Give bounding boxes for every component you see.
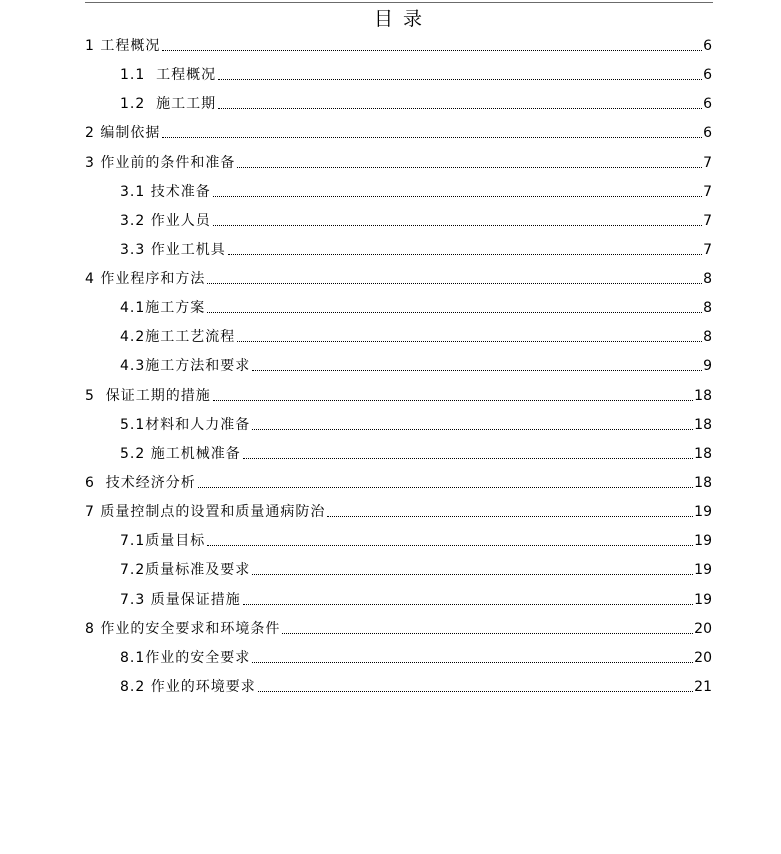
header-rule: [85, 2, 713, 3]
toc-entry-page: 18: [694, 388, 712, 404]
toc-entry-page: 19: [694, 562, 712, 578]
toc-entry[interactable]: [85, 120, 712, 142]
toc-entry[interactable]: [120, 587, 712, 609]
toc-leader: [162, 137, 702, 138]
toc-entry-title: 4.1施工方案: [120, 300, 206, 316]
toc-leader: [258, 691, 693, 692]
toc-entry[interactable]: [85, 150, 712, 172]
toc-entry[interactable]: [120, 528, 712, 550]
toc-leader: [252, 662, 693, 663]
toc-leader: [207, 312, 702, 313]
toc-entry-title: 7 质量控制点的设置和质量通病防治: [85, 504, 326, 520]
toc-entry-page: 6: [703, 96, 712, 112]
toc-entry-page: 7: [703, 184, 712, 200]
toc-entry-page: 18: [694, 475, 712, 491]
toc-entry-title: 6 技术经济分析: [85, 475, 196, 491]
toc-leader: [198, 487, 693, 488]
toc-entry-title: 7.3 质量保证措施: [120, 592, 241, 608]
toc-leader: [213, 225, 702, 226]
toc-leader: [282, 633, 693, 634]
toc-entry[interactable]: [85, 470, 712, 492]
toc-entry-title: 2 编制依据: [85, 125, 161, 141]
toc-entry-title: 5 保证工期的措施: [85, 388, 211, 404]
toc-leader: [207, 545, 693, 546]
toc-entry-title: 8.1作业的安全要求: [120, 650, 251, 666]
toc-entry-page: 8: [703, 271, 712, 287]
toc-entry-page: 7: [703, 155, 712, 171]
toc-entry-page: 6: [703, 125, 712, 141]
toc-entry-page: 8: [703, 329, 712, 345]
toc-entry-page: 19: [694, 504, 712, 520]
toc-entry-title: 3.1 技术准备: [120, 184, 211, 200]
toc-leader: [237, 341, 702, 342]
toc-entry-title: 3 作业前的条件和准备: [85, 155, 236, 171]
toc-leader: [252, 574, 693, 575]
toc-entry[interactable]: [120, 645, 712, 667]
toc-entry-title: 7.2质量标准及要求: [120, 562, 251, 578]
toc-entry-title: 3.3 作业工机具: [120, 242, 226, 258]
toc-entry-title: 5.2 施工机械准备: [120, 446, 241, 462]
toc-entry-title: 3.2 作业人员: [120, 213, 211, 229]
toc-entry[interactable]: [120, 324, 712, 346]
toc-entry-page: 7: [703, 242, 712, 258]
toc-entry[interactable]: [120, 441, 712, 463]
toc-leader: [327, 516, 693, 517]
toc-leader: [218, 108, 702, 109]
toc-leader: [228, 254, 702, 255]
toc-entry[interactable]: [120, 237, 712, 259]
toc-leader: [237, 167, 702, 168]
toc-leader: [213, 400, 693, 401]
toc-leader: [213, 196, 702, 197]
toc-entry-title: 4 作业程序和方法: [85, 271, 206, 287]
toc-entry-page: 20: [694, 650, 712, 666]
toc-entry[interactable]: [120, 674, 712, 696]
toc-entry[interactable]: [120, 91, 712, 113]
toc-entry[interactable]: [120, 412, 712, 434]
toc-entry[interactable]: [120, 179, 712, 201]
toc-entry-page: 19: [694, 592, 712, 608]
toc-leader: [252, 370, 702, 371]
toc-entry[interactable]: [85, 383, 712, 405]
toc-entry-page: 6: [703, 67, 712, 83]
toc-entry-page: 6: [703, 38, 712, 54]
toc-entry-title: 8 作业的安全要求和环境条件: [85, 621, 281, 637]
toc-leader: [252, 429, 693, 430]
toc-entry[interactable]: [85, 499, 712, 521]
toc-entry-page: 18: [694, 446, 712, 462]
toc-leader: [218, 79, 702, 80]
toc-entry-page: 20: [694, 621, 712, 637]
toc-entry-page: 9: [703, 358, 712, 374]
toc-entry[interactable]: [85, 616, 712, 638]
toc-leader: [243, 604, 693, 605]
toc-entry[interactable]: [120, 295, 712, 317]
toc-entry-title: 8.2 作业的环境要求: [120, 679, 256, 695]
toc-entry-page: 18: [694, 417, 712, 433]
toc-leader: [207, 283, 702, 284]
toc-entry[interactable]: [120, 353, 712, 375]
toc-entry-page: 21: [694, 679, 712, 695]
toc-entry-page: 19: [694, 533, 712, 549]
toc-entry[interactable]: [120, 557, 712, 579]
toc-entry-title: 1 工程概况: [85, 38, 161, 54]
toc-entry-title: 5.1材料和人力准备: [120, 417, 251, 433]
toc-entry-title: 4.3施工方法和要求: [120, 358, 251, 374]
toc-entry-page: 7: [703, 213, 712, 229]
toc-entry[interactable]: [120, 208, 712, 230]
toc-entry[interactable]: [85, 33, 712, 55]
toc-entry[interactable]: [120, 62, 712, 84]
toc-entry[interactable]: [85, 266, 712, 288]
toc-entry-title: 7.1质量目标: [120, 533, 206, 549]
toc-entry-title: 1.2 施工工期: [120, 96, 217, 112]
toc-entry-title: 4.2施工工艺流程: [120, 329, 236, 345]
toc-entry-title: 1.1 工程概况: [120, 67, 217, 83]
toc-title: 目 录: [373, 8, 425, 30]
toc-leader: [243, 458, 693, 459]
toc-entry-page: 8: [703, 300, 712, 316]
toc-leader: [162, 50, 702, 51]
